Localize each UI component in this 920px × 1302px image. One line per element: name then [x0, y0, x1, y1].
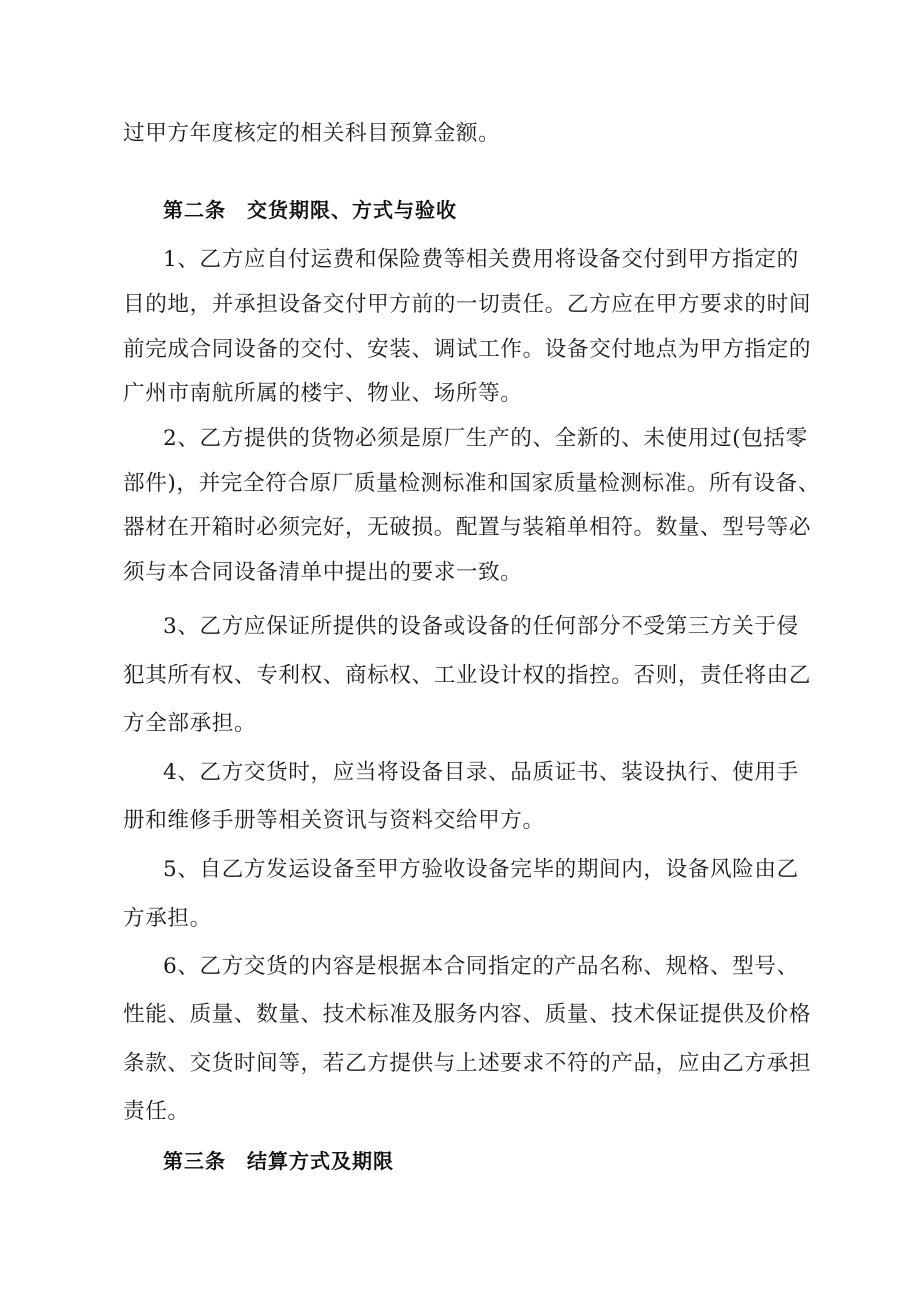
paragraph-line: 犯其所有权、专利权、商标权、工业设计权的指控。否则，责任将由乙 — [123, 663, 812, 688]
paragraph-line: 册和维修手册等相关资讯与资料交给甲方。 — [123, 808, 545, 833]
paragraph-line: 性能、质量、数量、技术标准及服务内容、质量、技术保证提供及价格 — [123, 1002, 812, 1027]
paragraph-line: 器材在开箱时必须完好，无破损。配置与装箱单相符。数量、型号等必 — [123, 515, 812, 540]
paragraph-line: 方全部承担。 — [123, 711, 257, 736]
paragraph-line: 须与本合同设备清单中提出的要求一致。 — [123, 560, 523, 585]
paragraph-line: 目的地，并承担设备交付甲方前的一切责任。乙方应在甲方要求的时间 — [123, 292, 812, 317]
paragraph-line: 前完成合同设备的交付、安装、调试工作。设备交付地点为甲方指定的 — [123, 337, 812, 362]
paragraph-line: 责任。 — [123, 1099, 190, 1124]
paragraph-line: 5、自乙方发运设备至甲方验收设备完毕的期间内，设备风险由乙 — [163, 857, 799, 882]
article-3-heading: 第三条 结算方式及期限 — [163, 1149, 394, 1173]
paragraph-line: 4、乙方交货时，应当将设备目录、品质证书、装设执行、使用手 — [163, 760, 799, 785]
paragraph-line: 部件)，并完全符合原厂质量检测标准和国家质量检测标准。所有设备、 — [123, 471, 821, 496]
paragraph-line: 方承担。 — [123, 906, 212, 931]
article-2-heading: 第二条 交货期限、方式与验收 — [163, 198, 457, 222]
intro-line: 过甲方年度核定的相关科目预算金额。 — [123, 121, 501, 146]
paragraph-line: 3、乙方应保证所提供的设备或设备的任何部分不受第三方关于侵 — [163, 614, 799, 639]
paragraph-line: 2、乙方提供的货物必须是原厂生产的、全新的、未使用过(包括零 — [163, 426, 808, 451]
paragraph-line: 广州市南航所属的楼宇、物业、场所等。 — [123, 381, 523, 406]
paragraph-line: 1、乙方应自付运费和保险费等相关费用将设备交付到甲方指定的 — [163, 247, 799, 272]
paragraph-line: 条款、交货时间等，若乙方提供与上述要求不符的产品，应由乙方承担 — [123, 1051, 812, 1076]
paragraph-line: 6、乙方交货的内容是根据本合同指定的产品名称、规格、型号、 — [163, 954, 799, 979]
